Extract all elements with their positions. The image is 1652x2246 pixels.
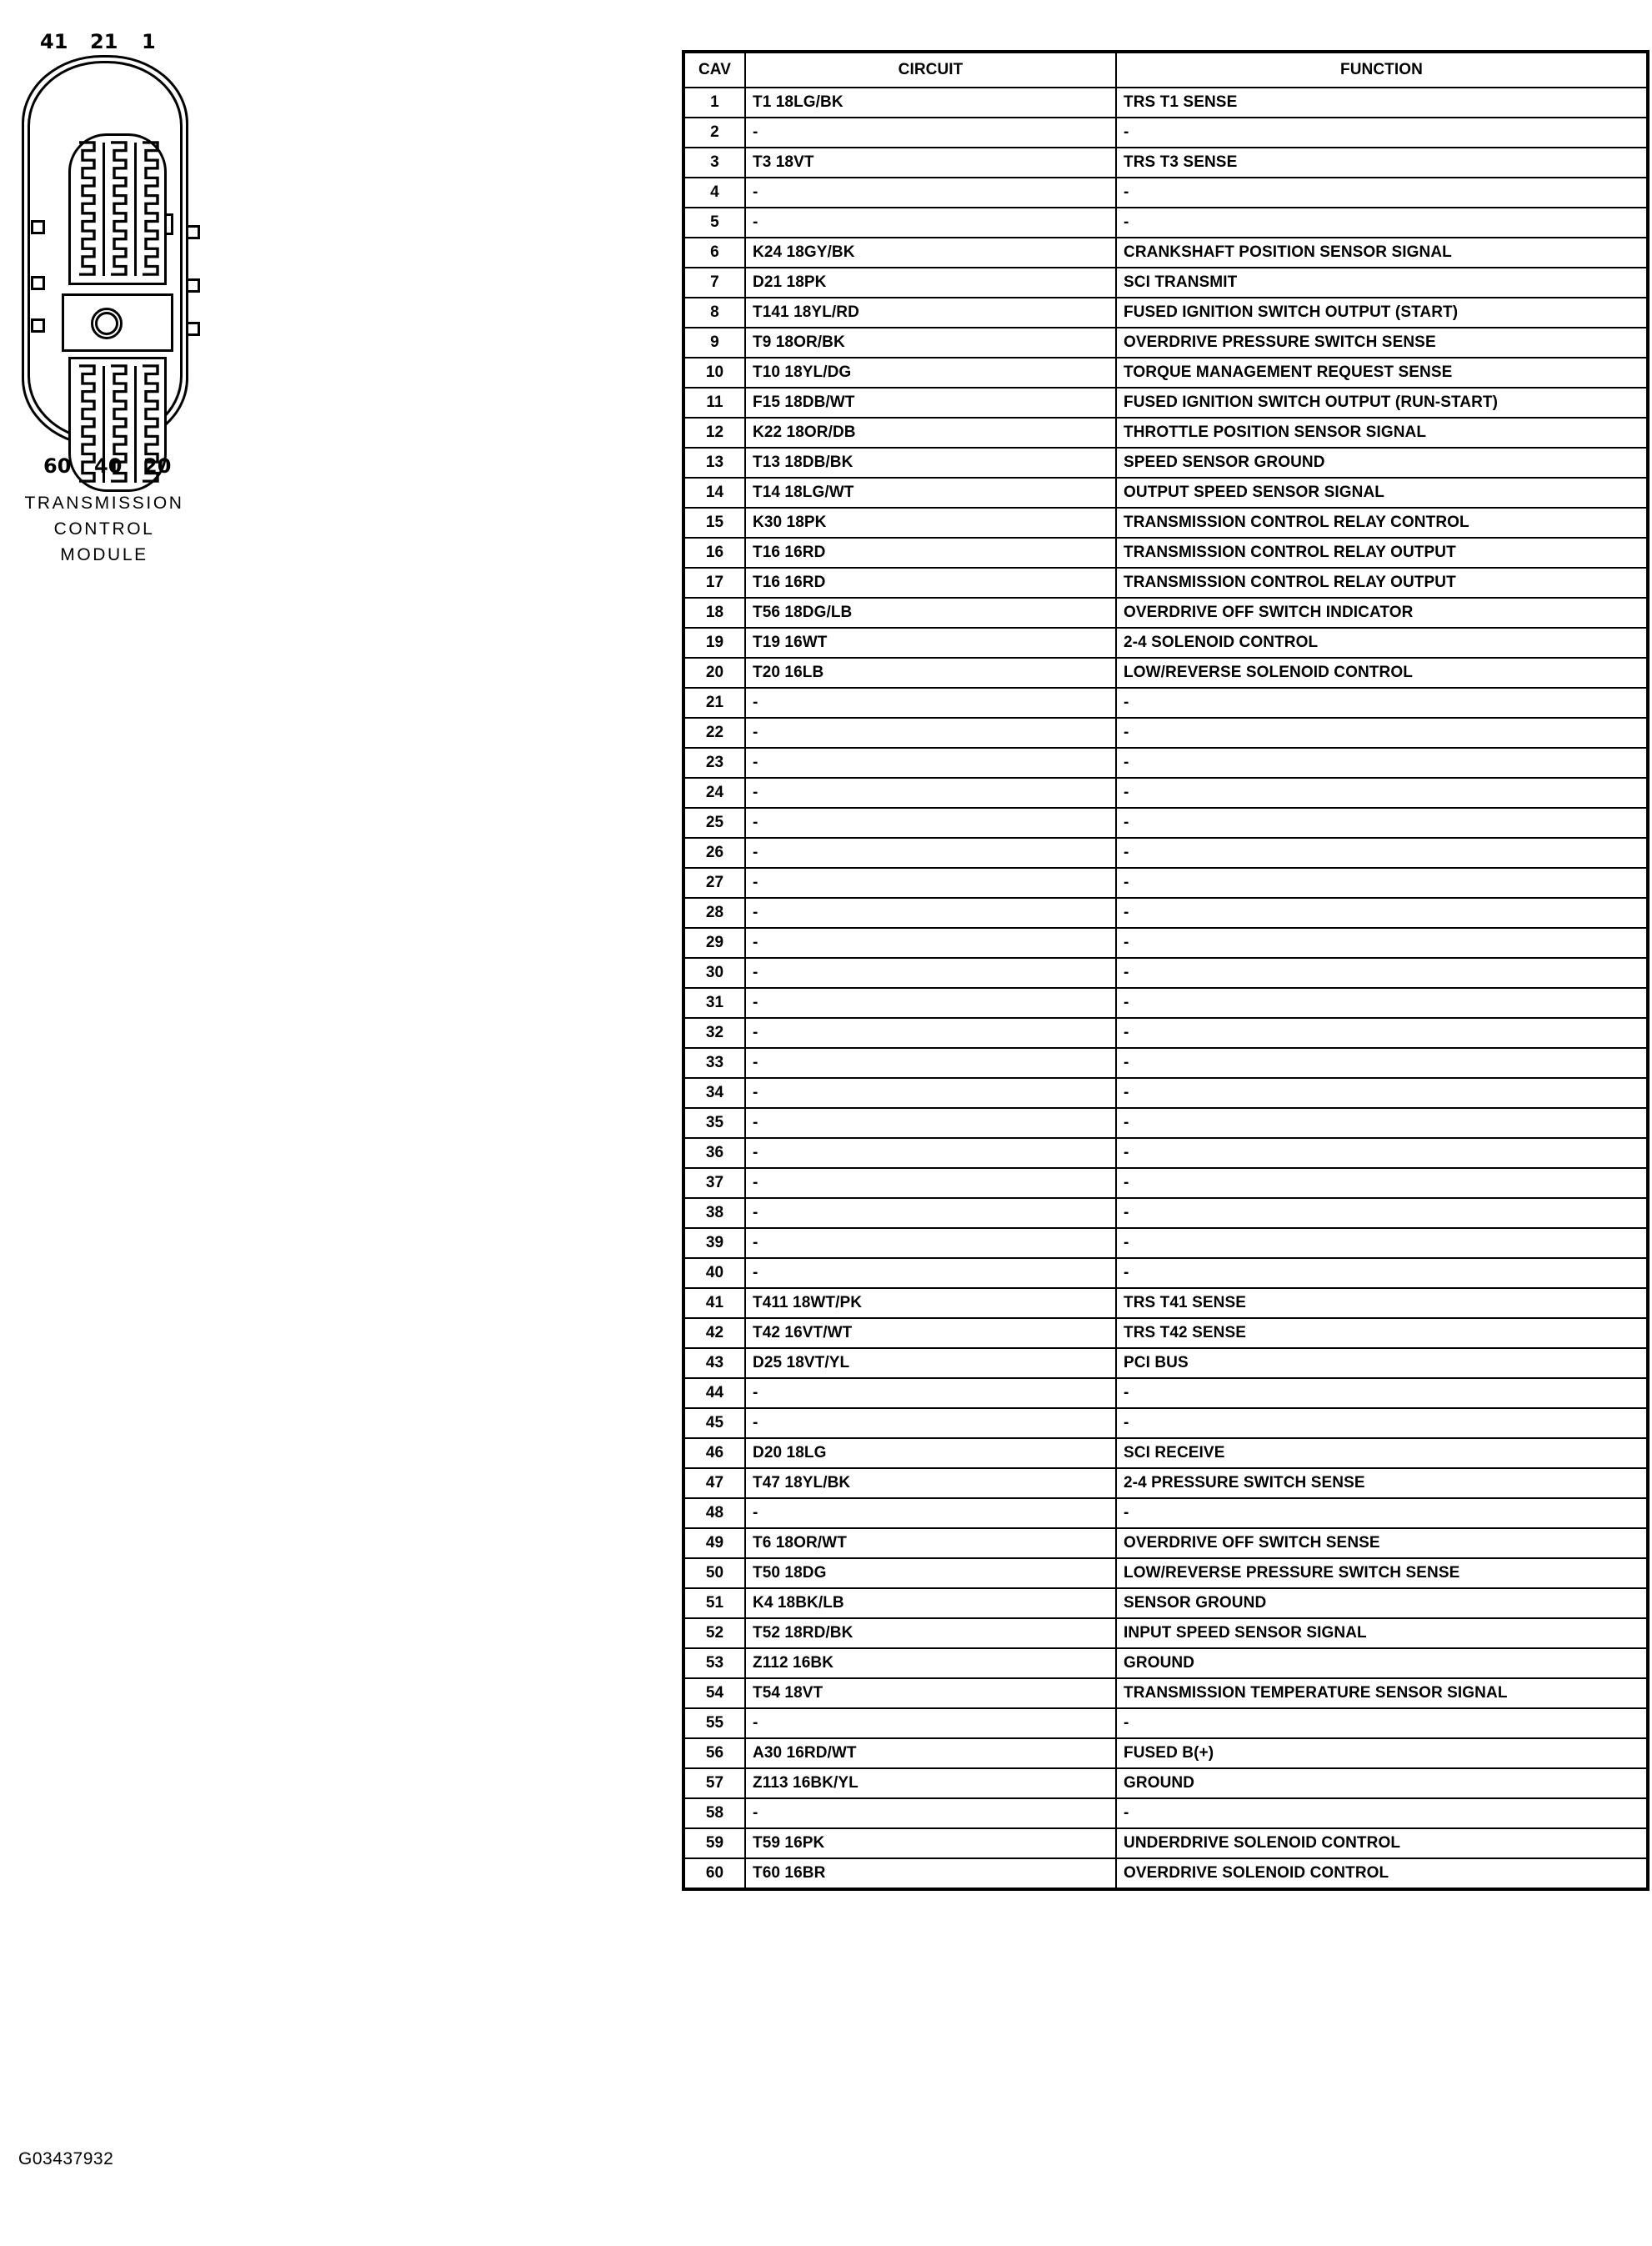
cell-function: LOW/REVERSE SOLENOID CONTROL bbox=[1116, 658, 1648, 688]
cell-circuit: T52 18RD/BK bbox=[745, 1618, 1116, 1648]
cavity-column bbox=[108, 141, 129, 278]
cell-function: OVERDRIVE PRESSURE SWITCH SENSE bbox=[1116, 328, 1648, 358]
cell-cav: 60 bbox=[683, 1858, 745, 1889]
cell-circuit: T1 18LG/BK bbox=[745, 88, 1116, 118]
cell-cav: 28 bbox=[683, 898, 745, 928]
table-row bbox=[683, 1798, 1648, 1828]
cell-function: - bbox=[1116, 1798, 1648, 1828]
cell-function: OVERDRIVE OFF SWITCH INDICATOR bbox=[1116, 598, 1648, 628]
cell-cav: 20 bbox=[683, 658, 745, 688]
cell-cav: 57 bbox=[683, 1768, 745, 1798]
cell-circuit: - bbox=[745, 1378, 1116, 1408]
cell-function: - bbox=[1116, 178, 1648, 208]
table-row bbox=[683, 268, 1648, 298]
cell-function: - bbox=[1116, 1018, 1648, 1048]
cell-function: - bbox=[1116, 1048, 1648, 1078]
cell-circuit: - bbox=[745, 1168, 1116, 1198]
cell-function: - bbox=[1116, 868, 1648, 898]
table-row bbox=[683, 358, 1648, 388]
cell-cav: 50 bbox=[683, 1558, 745, 1588]
cell-function: LOW/REVERSE PRESSURE SWITCH SENSE bbox=[1116, 1558, 1648, 1588]
table-row bbox=[683, 118, 1648, 148]
cell-cav: 21 bbox=[683, 688, 745, 718]
table-row bbox=[683, 178, 1648, 208]
cell-function: - bbox=[1116, 958, 1648, 988]
cell-function: - bbox=[1116, 1378, 1648, 1408]
cell-cav: 35 bbox=[683, 1108, 745, 1138]
pin-label-60: 60 bbox=[43, 454, 72, 478]
cell-function: - bbox=[1116, 928, 1648, 958]
pinout-table-body bbox=[683, 88, 1648, 1889]
cell-cav: 40 bbox=[683, 1258, 745, 1288]
cell-circuit: - bbox=[745, 868, 1116, 898]
cell-circuit: - bbox=[745, 1258, 1116, 1288]
latch-tab-right-1 bbox=[186, 225, 200, 239]
cell-circuit: - bbox=[745, 1228, 1116, 1258]
cell-cav: 10 bbox=[683, 358, 745, 388]
cell-function: OVERDRIVE OFF SWITCH SENSE bbox=[1116, 1528, 1648, 1558]
connector-body bbox=[22, 55, 188, 447]
cell-cav: 2 bbox=[683, 118, 745, 148]
table-row bbox=[683, 238, 1648, 268]
cell-circuit: T59 16PK bbox=[745, 1828, 1116, 1858]
cell-cav: 4 bbox=[683, 178, 745, 208]
cell-function: OVERDRIVE SOLENOID CONTROL bbox=[1116, 1858, 1648, 1889]
cell-circuit: A30 16RD/WT bbox=[745, 1738, 1116, 1768]
cell-function: TORQUE MANAGEMENT REQUEST SENSE bbox=[1116, 358, 1648, 388]
cell-circuit: - bbox=[745, 178, 1116, 208]
cell-cav: 5 bbox=[683, 208, 745, 238]
cell-function: - bbox=[1116, 1138, 1648, 1168]
latch-tab-right-3 bbox=[186, 322, 200, 336]
cell-circuit: T47 18YL/BK bbox=[745, 1468, 1116, 1498]
table-header-row bbox=[683, 52, 1648, 88]
cell-circuit: K22 18OR/DB bbox=[745, 418, 1116, 448]
cell-function: - bbox=[1116, 1708, 1648, 1738]
cell-cav: 52 bbox=[683, 1618, 745, 1648]
cell-circuit: - bbox=[745, 838, 1116, 868]
cell-circuit: - bbox=[745, 898, 1116, 928]
module-caption-line-3: MODULE bbox=[60, 545, 148, 564]
cell-circuit: T20 16LB bbox=[745, 658, 1116, 688]
cell-circuit: - bbox=[745, 1048, 1116, 1078]
table-row bbox=[683, 1588, 1648, 1618]
cell-function: - bbox=[1116, 1198, 1648, 1228]
table-row bbox=[683, 388, 1648, 418]
cell-cav: 27 bbox=[683, 868, 745, 898]
cell-function: TRS T42 SENSE bbox=[1116, 1318, 1648, 1348]
table-row bbox=[683, 868, 1648, 898]
cell-function: - bbox=[1116, 688, 1648, 718]
pin-label-40: 40 bbox=[94, 454, 123, 478]
table-row bbox=[683, 1678, 1648, 1708]
cell-function: - bbox=[1116, 1078, 1648, 1108]
cell-function: TRS T3 SENSE bbox=[1116, 148, 1648, 178]
cell-cav: 33 bbox=[683, 1048, 745, 1078]
table-row bbox=[683, 1138, 1648, 1168]
cell-function: - bbox=[1116, 1498, 1648, 1528]
cell-cav: 46 bbox=[683, 1438, 745, 1468]
cavity-divider bbox=[134, 143, 137, 276]
cell-cav: 31 bbox=[683, 988, 745, 1018]
table-row bbox=[683, 1348, 1648, 1378]
connector-key-block bbox=[62, 293, 173, 352]
cell-circuit: - bbox=[745, 808, 1116, 838]
cell-cav: 53 bbox=[683, 1648, 745, 1678]
cell-circuit: - bbox=[745, 1078, 1116, 1108]
latch-tab-left-1 bbox=[31, 220, 45, 234]
table-row bbox=[683, 1498, 1648, 1528]
cell-circuit: - bbox=[745, 1018, 1116, 1048]
cell-circuit: Z113 16BK/YL bbox=[745, 1768, 1116, 1798]
connector-diagram bbox=[0, 0, 392, 1000]
cell-circuit: T16 16RD bbox=[745, 568, 1116, 598]
cell-circuit: T3 18VT bbox=[745, 148, 1116, 178]
table-row bbox=[683, 1768, 1648, 1798]
cell-function: - bbox=[1116, 208, 1648, 238]
pin-label-20: 20 bbox=[143, 454, 172, 478]
cavity-column bbox=[76, 141, 98, 278]
cell-function: GROUND bbox=[1116, 1768, 1648, 1798]
table-row bbox=[683, 418, 1648, 448]
table-row bbox=[683, 988, 1648, 1018]
cell-circuit: - bbox=[745, 1138, 1116, 1168]
cell-circuit: K30 18PK bbox=[745, 508, 1116, 538]
table-row bbox=[683, 1258, 1648, 1288]
cavity-divider bbox=[103, 143, 105, 276]
cell-circuit: - bbox=[745, 1408, 1116, 1438]
figure-code: G03437932 bbox=[18, 2149, 114, 2168]
cell-cav: 45 bbox=[683, 1408, 745, 1438]
cell-function: FUSED B(+) bbox=[1116, 1738, 1648, 1768]
table-row bbox=[683, 628, 1648, 658]
cell-cav: 6 bbox=[683, 238, 745, 268]
latch-tab-right-2 bbox=[186, 278, 200, 293]
table-row bbox=[683, 1378, 1648, 1408]
table-row bbox=[683, 598, 1648, 628]
cell-cav: 36 bbox=[683, 1138, 745, 1168]
table-row bbox=[683, 1828, 1648, 1858]
table-row bbox=[683, 1558, 1648, 1588]
table-row bbox=[683, 1108, 1648, 1138]
cell-function: TRANSMISSION TEMPERATURE SENSOR SIGNAL bbox=[1116, 1678, 1648, 1708]
table-row bbox=[683, 1078, 1648, 1108]
pin-label-41: 41 bbox=[40, 30, 68, 53]
cell-cav: 19 bbox=[683, 628, 745, 658]
table-row bbox=[683, 958, 1648, 988]
cell-circuit: T13 18DB/BK bbox=[745, 448, 1116, 478]
cell-circuit: - bbox=[745, 1108, 1116, 1138]
cell-circuit: T10 18YL/DG bbox=[745, 358, 1116, 388]
cell-cav: 14 bbox=[683, 478, 745, 508]
cell-function: 2-4 PRESSURE SWITCH SENSE bbox=[1116, 1468, 1648, 1498]
cavity-divider bbox=[134, 366, 137, 483]
cell-cav: 22 bbox=[683, 718, 745, 748]
table-row bbox=[683, 1708, 1648, 1738]
cell-circuit: - bbox=[745, 1708, 1116, 1738]
table-row bbox=[683, 1468, 1648, 1498]
cell-circuit: - bbox=[745, 1498, 1116, 1528]
cell-function: GROUND bbox=[1116, 1648, 1648, 1678]
cell-cav: 41 bbox=[683, 1288, 745, 1318]
cell-cav: 3 bbox=[683, 148, 745, 178]
cell-circuit: T14 18LG/WT bbox=[745, 478, 1116, 508]
cell-function: - bbox=[1116, 1168, 1648, 1198]
table-row bbox=[683, 1738, 1648, 1768]
pin-label-1: 1 bbox=[142, 30, 156, 53]
cell-function: TRANSMISSION CONTROL RELAY CONTROL bbox=[1116, 508, 1648, 538]
column-header-cav: CAV bbox=[683, 52, 745, 88]
table-row bbox=[683, 778, 1648, 808]
cell-cav: 18 bbox=[683, 598, 745, 628]
cell-function: - bbox=[1116, 808, 1648, 838]
cell-function: - bbox=[1116, 1258, 1648, 1288]
column-header-function: FUNCTION bbox=[1116, 52, 1648, 88]
cell-cav: 24 bbox=[683, 778, 745, 808]
cell-cav: 58 bbox=[683, 1798, 745, 1828]
cell-circuit: T141 18YL/RD bbox=[745, 298, 1116, 328]
cell-cav: 25 bbox=[683, 808, 745, 838]
table-row bbox=[683, 538, 1648, 568]
cell-cav: 56 bbox=[683, 1738, 745, 1768]
cell-function: CRANKSHAFT POSITION SENSOR SIGNAL bbox=[1116, 238, 1648, 268]
cell-circuit: - bbox=[745, 988, 1116, 1018]
cell-function: TRS T1 SENSE bbox=[1116, 88, 1648, 118]
cell-function: - bbox=[1116, 748, 1648, 778]
cell-circuit: - bbox=[745, 1798, 1116, 1828]
cell-function: SENSOR GROUND bbox=[1116, 1588, 1648, 1618]
table-row bbox=[683, 1288, 1648, 1318]
cell-function: - bbox=[1116, 988, 1648, 1018]
cell-function: - bbox=[1116, 718, 1648, 748]
cell-cav: 13 bbox=[683, 448, 745, 478]
table-row bbox=[683, 1408, 1648, 1438]
table-row bbox=[683, 1648, 1648, 1678]
cell-circuit: - bbox=[745, 118, 1116, 148]
cell-function: FUSED IGNITION SWITCH OUTPUT (START) bbox=[1116, 298, 1648, 328]
cell-function: SCI TRANSMIT bbox=[1116, 268, 1648, 298]
cell-function: - bbox=[1116, 1408, 1648, 1438]
cell-circuit: T54 18VT bbox=[745, 1678, 1116, 1708]
cell-circuit: K24 18GY/BK bbox=[745, 238, 1116, 268]
cell-circuit: - bbox=[745, 1198, 1116, 1228]
cell-function: INPUT SPEED SENSOR SIGNAL bbox=[1116, 1618, 1648, 1648]
cell-cav: 8 bbox=[683, 298, 745, 328]
cavity-array-upper bbox=[68, 133, 167, 285]
table-row bbox=[683, 718, 1648, 748]
module-caption-line-2: CONTROL bbox=[53, 519, 155, 539]
cell-cav: 51 bbox=[683, 1588, 745, 1618]
cell-circuit: D25 18VT/YL bbox=[745, 1348, 1116, 1378]
cell-function: - bbox=[1116, 1228, 1648, 1258]
cell-cav: 42 bbox=[683, 1318, 745, 1348]
cell-function: - bbox=[1116, 1108, 1648, 1138]
cell-circuit: - bbox=[745, 688, 1116, 718]
module-caption bbox=[8, 490, 200, 568]
cell-cav: 16 bbox=[683, 538, 745, 568]
cell-cav: 23 bbox=[683, 748, 745, 778]
cell-cav: 54 bbox=[683, 1678, 745, 1708]
cell-cav: 32 bbox=[683, 1018, 745, 1048]
cell-circuit: T56 18DG/LB bbox=[745, 598, 1116, 628]
cell-function: THROTTLE POSITION SENSOR SIGNAL bbox=[1116, 418, 1648, 448]
pinout-table-container bbox=[682, 50, 1646, 1891]
cell-circuit: K4 18BK/LB bbox=[745, 1588, 1116, 1618]
cell-cav: 48 bbox=[683, 1498, 745, 1528]
cell-circuit: F15 18DB/WT bbox=[745, 388, 1116, 418]
table-row bbox=[683, 1618, 1648, 1648]
cell-circuit: D21 18PK bbox=[745, 268, 1116, 298]
cell-function: - bbox=[1116, 898, 1648, 928]
pinout-table-head bbox=[683, 52, 1648, 88]
cell-cav: 11 bbox=[683, 388, 745, 418]
cell-cav: 59 bbox=[683, 1828, 745, 1858]
cell-circuit: T6 18OR/WT bbox=[745, 1528, 1116, 1558]
cell-cav: 15 bbox=[683, 508, 745, 538]
table-row bbox=[683, 1228, 1648, 1258]
table-row bbox=[683, 1438, 1648, 1468]
cell-cav: 47 bbox=[683, 1468, 745, 1498]
cell-function: PCI BUS bbox=[1116, 1348, 1648, 1378]
cell-function: UNDERDRIVE SOLENOID CONTROL bbox=[1116, 1828, 1648, 1858]
cell-circuit: T9 18OR/BK bbox=[745, 328, 1116, 358]
cell-cav: 37 bbox=[683, 1168, 745, 1198]
table-row bbox=[683, 808, 1648, 838]
cell-cav: 43 bbox=[683, 1348, 745, 1378]
key-circle-inner bbox=[95, 312, 118, 335]
cell-circuit: T60 16BR bbox=[745, 1858, 1116, 1889]
cell-function: TRANSMISSION CONTROL RELAY OUTPUT bbox=[1116, 568, 1648, 598]
cell-function: TRS T41 SENSE bbox=[1116, 1288, 1648, 1318]
cell-function: 2-4 SOLENOID CONTROL bbox=[1116, 628, 1648, 658]
cell-function: SCI RECEIVE bbox=[1116, 1438, 1648, 1468]
cell-function: OUTPUT SPEED SENSOR SIGNAL bbox=[1116, 478, 1648, 508]
cell-circuit: T411 18WT/PK bbox=[745, 1288, 1116, 1318]
cell-cav: 7 bbox=[683, 268, 745, 298]
table-row bbox=[683, 898, 1648, 928]
pinout-table bbox=[682, 50, 1649, 1891]
latch-tab-left-3 bbox=[31, 318, 45, 333]
table-row bbox=[683, 1048, 1648, 1078]
cell-circuit: T19 16WT bbox=[745, 628, 1116, 658]
cell-cav: 29 bbox=[683, 928, 745, 958]
table-row bbox=[683, 1168, 1648, 1198]
table-row bbox=[683, 328, 1648, 358]
table-row bbox=[683, 838, 1648, 868]
table-row bbox=[683, 298, 1648, 328]
module-caption-line-1: TRANSMISSION bbox=[24, 494, 184, 513]
cell-circuit: T50 18DG bbox=[745, 1558, 1116, 1588]
latch-tab-left-2 bbox=[31, 276, 45, 290]
cell-cav: 55 bbox=[683, 1708, 745, 1738]
column-header-circuit: CIRCUIT bbox=[745, 52, 1116, 88]
cell-function: FUSED IGNITION SWITCH OUTPUT (RUN-START) bbox=[1116, 388, 1648, 418]
table-row bbox=[683, 508, 1648, 538]
cell-cav: 38 bbox=[683, 1198, 745, 1228]
cell-circuit: - bbox=[745, 958, 1116, 988]
cavity-column bbox=[139, 141, 161, 278]
cell-circuit: - bbox=[745, 718, 1116, 748]
cell-circuit: T42 16VT/WT bbox=[745, 1318, 1116, 1348]
table-row bbox=[683, 658, 1648, 688]
cell-function: SPEED SENSOR GROUND bbox=[1116, 448, 1648, 478]
table-row bbox=[683, 1318, 1648, 1348]
cell-cav: 12 bbox=[683, 418, 745, 448]
table-row bbox=[683, 148, 1648, 178]
table-row bbox=[683, 1018, 1648, 1048]
table-row bbox=[683, 208, 1648, 238]
table-row bbox=[683, 88, 1648, 118]
table-row bbox=[683, 748, 1648, 778]
cell-cav: 1 bbox=[683, 88, 745, 118]
cell-circuit: Z112 16BK bbox=[745, 1648, 1116, 1678]
cell-cav: 26 bbox=[683, 838, 745, 868]
cell-cav: 39 bbox=[683, 1228, 745, 1258]
cell-circuit: - bbox=[745, 208, 1116, 238]
cell-cav: 17 bbox=[683, 568, 745, 598]
cell-cav: 9 bbox=[683, 328, 745, 358]
table-row bbox=[683, 688, 1648, 718]
cell-circuit: - bbox=[745, 928, 1116, 958]
table-row bbox=[683, 1858, 1648, 1889]
table-row bbox=[683, 928, 1648, 958]
cell-function: TRANSMISSION CONTROL RELAY OUTPUT bbox=[1116, 538, 1648, 568]
cell-circuit: T16 16RD bbox=[745, 538, 1116, 568]
table-row bbox=[683, 448, 1648, 478]
table-row bbox=[683, 568, 1648, 598]
cell-function: - bbox=[1116, 778, 1648, 808]
cell-function: - bbox=[1116, 838, 1648, 868]
cell-cav: 34 bbox=[683, 1078, 745, 1108]
cell-circuit: D20 18LG bbox=[745, 1438, 1116, 1468]
table-row bbox=[683, 1528, 1648, 1558]
cell-circuit: - bbox=[745, 778, 1116, 808]
table-row bbox=[683, 1198, 1648, 1228]
cell-cav: 44 bbox=[683, 1378, 745, 1408]
cell-function: - bbox=[1116, 118, 1648, 148]
cell-cav: 49 bbox=[683, 1528, 745, 1558]
cell-circuit: - bbox=[745, 748, 1116, 778]
cell-cav: 30 bbox=[683, 958, 745, 988]
pin-label-21: 21 bbox=[90, 30, 118, 53]
table-row bbox=[683, 478, 1648, 508]
